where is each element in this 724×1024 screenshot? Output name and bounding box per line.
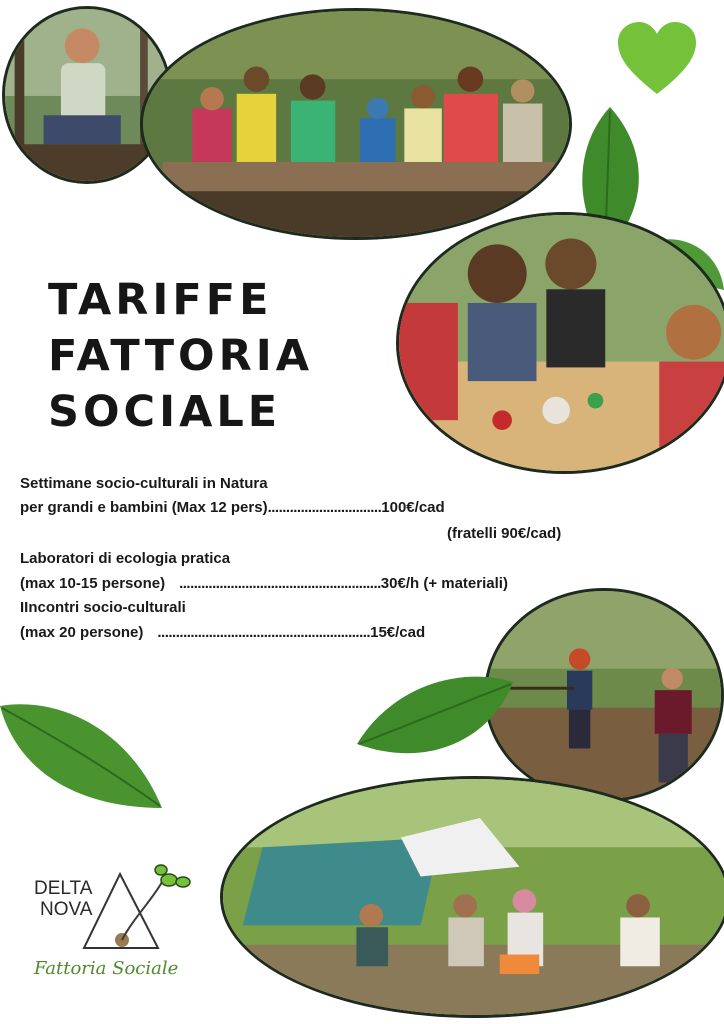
price-text: IIncontri socio-culturali xyxy=(20,599,186,616)
heart-icon xyxy=(616,22,698,96)
price-text: Laboratori di ecologia pratica xyxy=(20,550,231,567)
price-text: (max 20 persone) xyxy=(20,624,144,641)
price-text: (max 10-15 persone) xyxy=(20,575,166,592)
price-text: (fratelli 90€/cad) xyxy=(447,525,562,542)
logo-name-line-2: NOVA xyxy=(40,899,93,920)
price-item-row xyxy=(20,499,445,516)
price-item-row xyxy=(20,624,425,641)
title-line-3: SOCIALE xyxy=(48,387,282,437)
title-line-2: FATTORIA xyxy=(48,331,313,381)
price-text: Settimane socio-culturali in Natura xyxy=(20,475,268,492)
leaf-icon xyxy=(0,700,165,812)
photo-workshop xyxy=(396,212,724,474)
title-line-1: TARIFFE xyxy=(48,275,273,325)
price-item-row xyxy=(20,575,508,592)
price-value: 15€/cad xyxy=(370,624,426,641)
logo-subtitle: Fattoria Sociale xyxy=(34,958,179,979)
price-item-heading xyxy=(20,475,268,492)
price-value: 100€/cad xyxy=(381,499,445,516)
price-value: 30€/h (+ materiali) xyxy=(380,575,508,592)
page-title xyxy=(48,272,313,440)
logo xyxy=(32,860,222,990)
price-item-heading xyxy=(20,599,186,616)
photo-gardening xyxy=(484,588,724,802)
logo-graphic xyxy=(32,860,222,990)
leaf-icon xyxy=(355,672,515,772)
price-leader-dots: ............................... xyxy=(267,499,382,516)
price-leader-dots: .......................................................... xyxy=(157,624,371,641)
photo-children-bench xyxy=(140,8,572,240)
price-item-note xyxy=(447,525,561,542)
logo-name-line-1: DELTA xyxy=(34,878,93,899)
price-leader-dots: ....................................................... xyxy=(179,575,381,592)
photo-gathering xyxy=(220,776,724,1018)
price-item-heading xyxy=(20,550,230,567)
price-text: per grandi e bambini (Max 12 pers) xyxy=(20,499,268,516)
